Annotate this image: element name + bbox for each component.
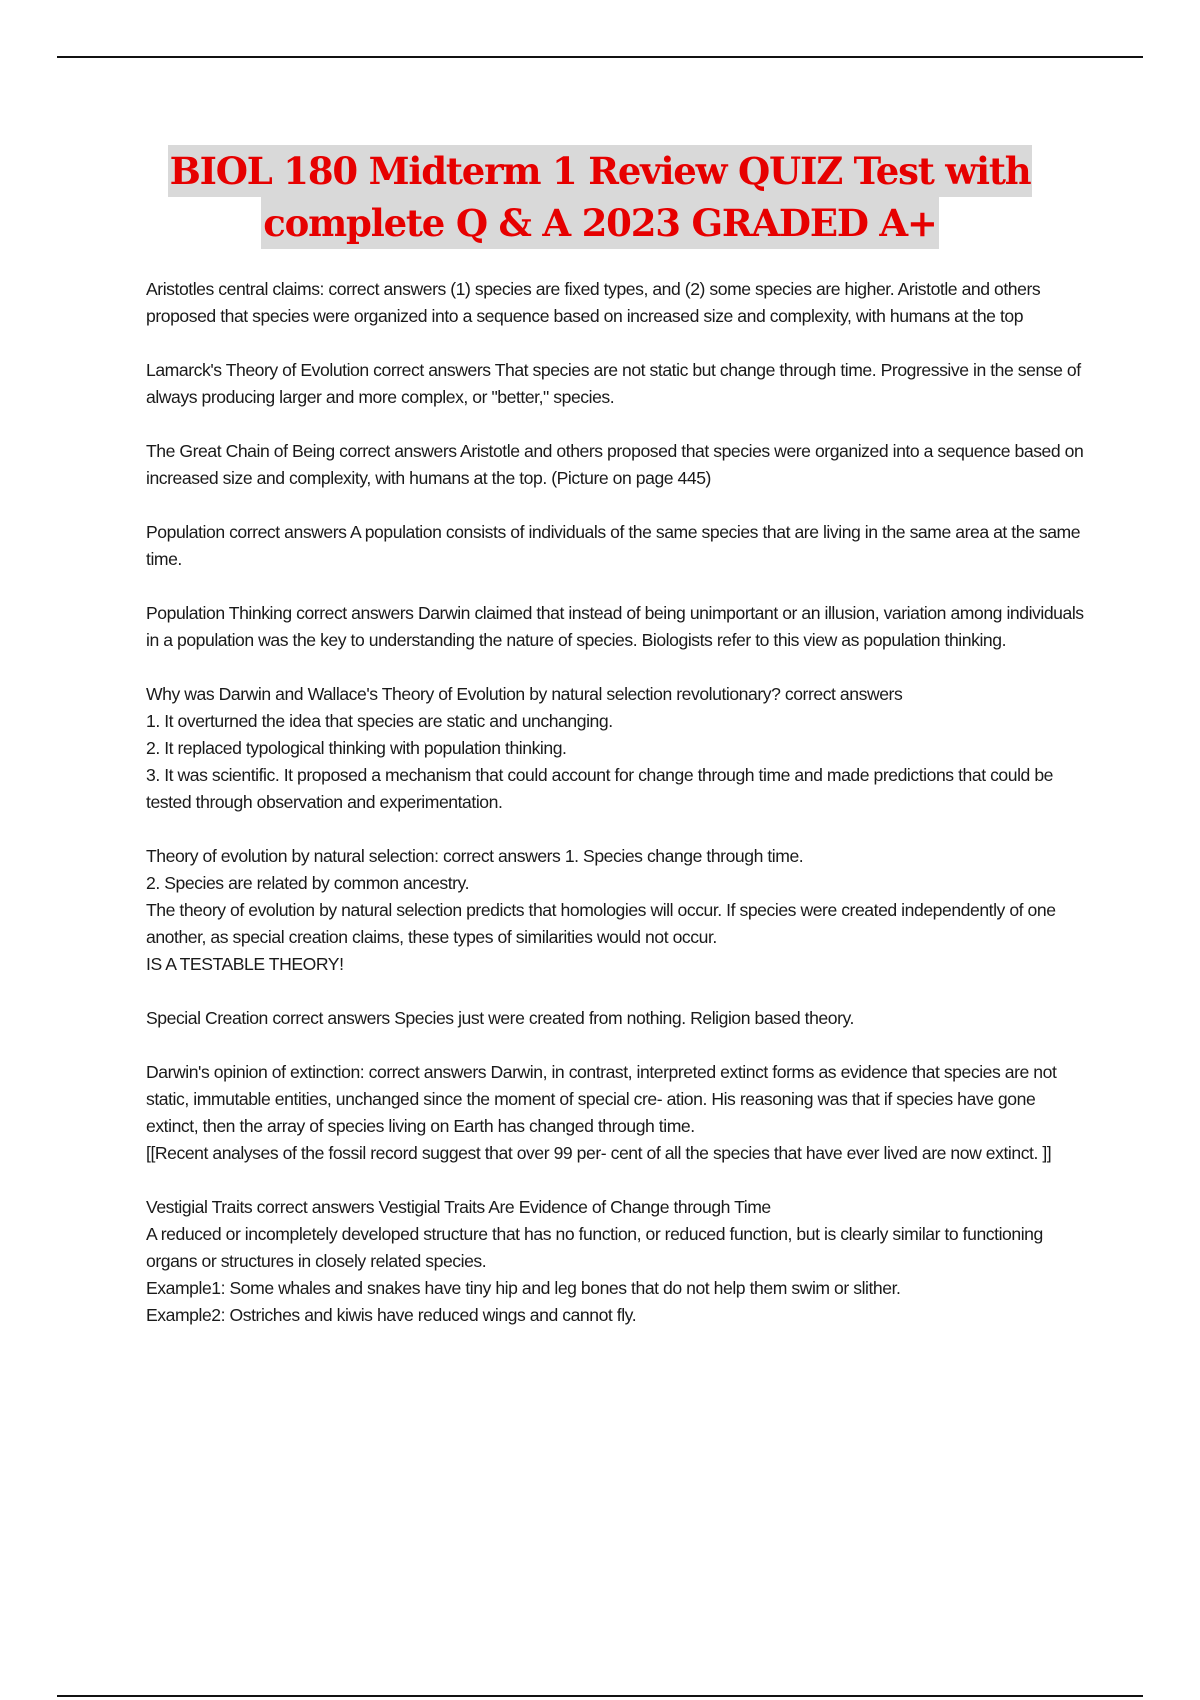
qa-entry-text: Aristotles central claims: correct answers (1) species are fixed types, and (2) some species are higher. Aristotle and others proposed that species were organized into a sequence based on increased size and complexity, with humans at the top	[146, 279, 1041, 326]
document-title	[0, 145, 1200, 249]
qa-entry-text: Special Creation correct answers Species just were created from nothing. Religion based theory.	[146, 1008, 854, 1028]
qa-entry	[146, 600, 1086, 654]
top-rule	[57, 56, 1143, 58]
qa-entry	[146, 1194, 1086, 1329]
qa-entry	[146, 681, 1086, 816]
title-line-1: BIOL 180 Midterm 1 Review QUIZ Test with	[168, 145, 1033, 197]
qa-entry	[146, 1005, 1086, 1032]
qa-entry-text: Vestigial Traits correct answers Vestigial Traits Are Evidence of Change through Time A reduced or incompletely developed structure that has no function, or reduced function, but is clearly similar to functioning organs or structures in closely related species. Example1: Some whales and snakes have tiny hip and leg bones that do not help them swim or slither. Example2: Ostriches and kiwis have reduced wings and cannot fly.	[146, 1197, 1043, 1325]
qa-entry	[146, 519, 1086, 573]
qa-entry-text: Theory of evolution by natural selection: correct answers 1. Species change through time. 2. Species are related by common ancestry. The theory of evolution by natural selection predicts that homologies will occur. If species were created independently of one another, as special creation claims, these types of similarities would not occur. IS A TESTABLE THEORY!	[146, 846, 1056, 974]
title-line-2: complete Q & A 2023 GRADED A+	[261, 197, 938, 249]
qa-entry-text: Population Thinking correct answers Darwin claimed that instead of being unimportant or an illusion, variation among individuals in a population was the key to understanding the nature of species. Biologists refer to this view as population thinking.	[146, 603, 1084, 650]
bottom-rule	[57, 1695, 1143, 1697]
qa-entry-text: The Great Chain of Being correct answers Aristotle and others proposed that species were organized into a sequence based on increased size and complexity, with humans at the top. (Picture on page 445)	[146, 441, 1084, 488]
qa-entry-text: Lamarck's Theory of Evolution correct answers That species are not static but change through time. Progressive in the sense of always producing larger and more complex, or "better," species.	[146, 360, 1081, 407]
qa-entry	[146, 1059, 1086, 1167]
document-body	[146, 276, 1086, 1356]
qa-entry	[146, 357, 1086, 411]
qa-entry-text: Population correct answers A population consists of individuals of the same species that are living in the same area at the same time.	[146, 522, 1081, 569]
qa-entry	[146, 438, 1086, 492]
qa-entry-text: Why was Darwin and Wallace's Theory of Evolution by natural selection revolutionary? correct answers 1. It overturned the idea that species are static and unchanging. 2. It replaced typological thinking with population thinking. 3. It was scientific. It proposed a mechanism that could account for change through time and made predictions that could be tested through observation and experimentation.	[146, 684, 1053, 812]
qa-entry	[146, 843, 1086, 978]
qa-entry	[146, 276, 1086, 330]
qa-entry-text: Darwin's opinion of extinction: correct answers Darwin, in contrast, interpreted extinct forms as evidence that species are not static, immutable entities, unchanged since the moment of special cre- ation. His reasoning was that if species have gone extinct, then the array of species living on Earth has changed through time. [[Recent analyses of the fossil record suggest that over 99 per- cent of all the species that have ever lived are now extinct. ]]	[146, 1062, 1057, 1163]
